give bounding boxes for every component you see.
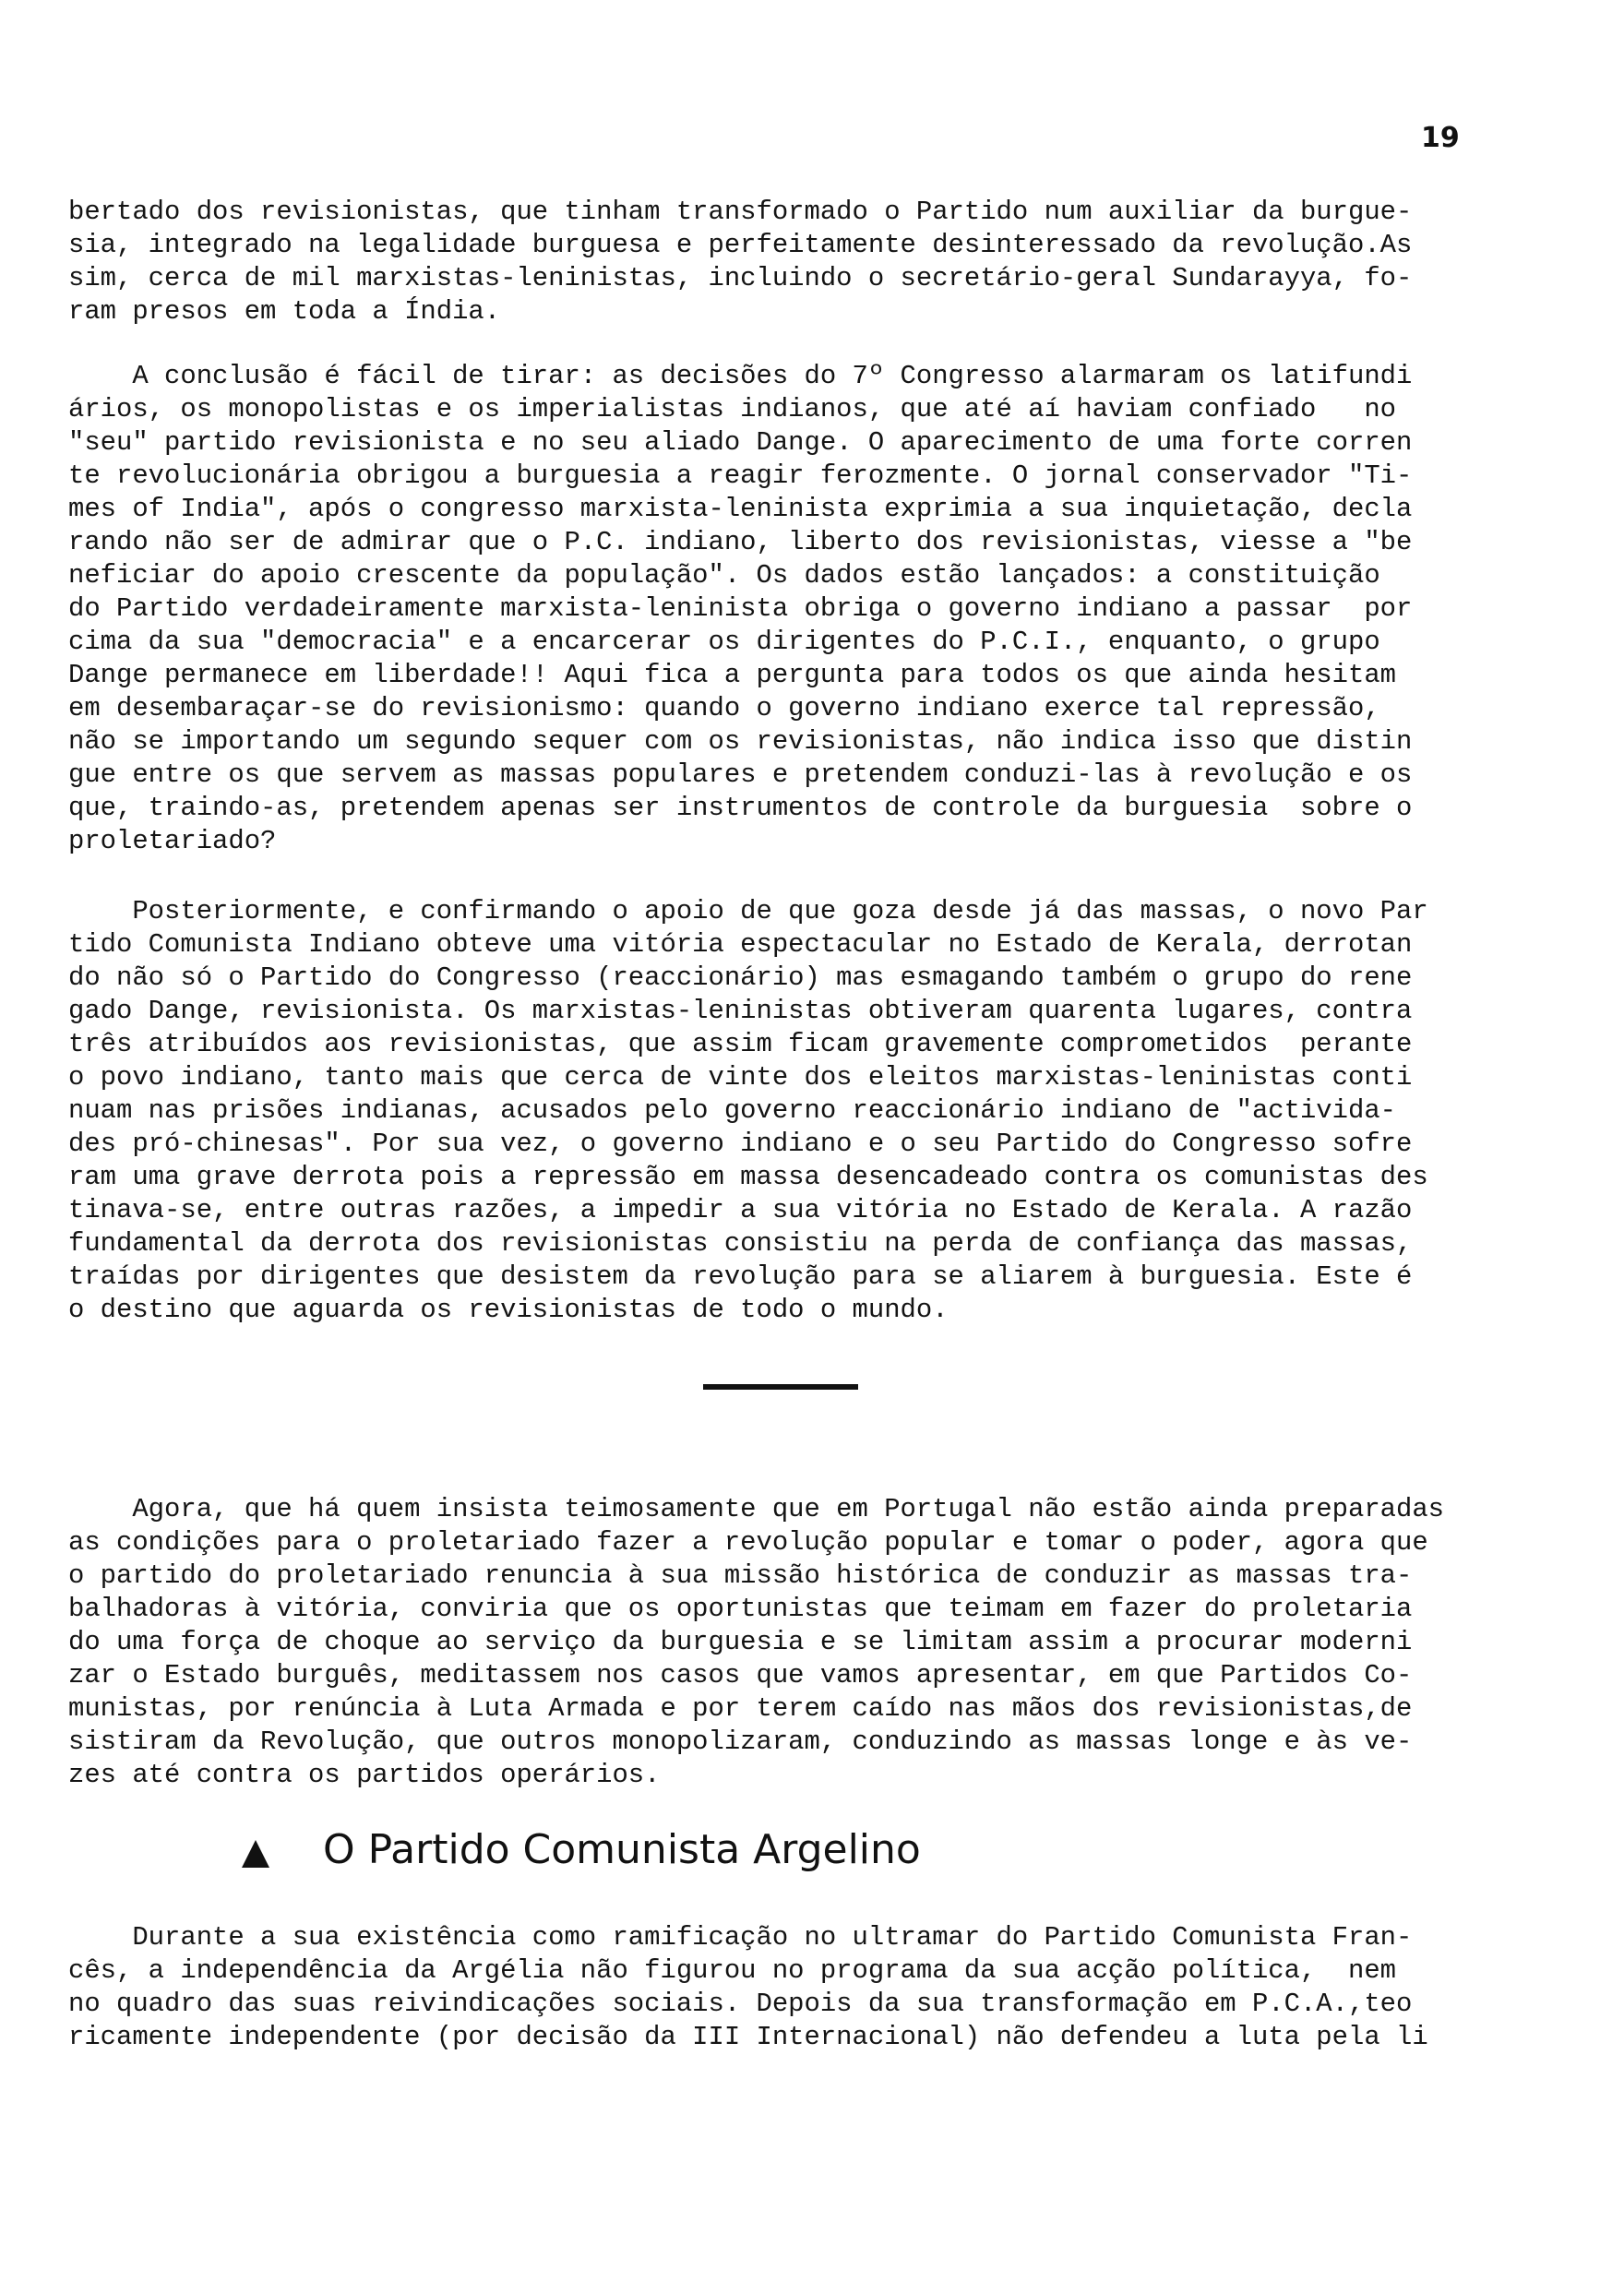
paragraph-kerala-victory: Posteriormente, e confirmando o apoio de que goza desde já das massas, o novo Par tido Comunista Indiano obteve uma vitória espectacular no Estado de Kerala, derrotan do não só o Partido do Congresso (reaccionário) mas esmagando também o grupo do rene gado Dange, revisionista. Os marxistas-leninistas obtiveram quarenta lugares, contra três atribuídos aos revisionistas, que assim ficam gravemente comprometidos perante o povo indiano, tanto mais que cerca de vinte dos eleitos marxistas-leninistas conti nuam nas prisões indianas, acusados pelo governo reaccionário indiano de "activida- des pró-chinesas". Por sua vez, o governo indiano e o seu Partido do Congresso sofre ram uma grave derrota pois a repressão em massa desencadeado contra os comunistas des tinava-se, entre outras razões, a impedir a sua vitória no Estado de Kerala. A razão fundamental da derrota dos revisionistas consistiu na perda de confiança das massas, traídas por dirigentes que desistem da revolução para se aliarem à burguesia. Este é o destino que aguarda os revisionistas de todo o mundo. xyxy=(68,896,1428,1325)
section-title: O Partido Comunista Argelino xyxy=(323,1826,921,1873)
section-heading xyxy=(242,1827,921,1873)
section-separator xyxy=(703,1384,858,1390)
triangle-bullet-icon xyxy=(242,1840,269,1868)
page-number: 19 xyxy=(1421,122,1460,154)
paragraph-algerian-party: Durante a sua existência como ramificação no ultramar do Partido Comunista Fran- cês, a independência da Argélia não figurou no programa da sua acção política, nem no quadro das suas reivindicações sociais. Depois da sua transformação em P.C.A.,teo ricamente independente (por decisão da III Internacional) não defendeu a luta pela li xyxy=(68,1922,1428,2052)
paragraph-congress-conclusion: A conclusão é fácil de tirar: as decisões do 7º Congresso alarmaram os latifundi ários, os monopolistas e os imperialistas indianos, que até aí haviam confiado no "seu" partido revisionista e no seu aliado Dange. O aparecimento de uma forte corren te revolucionária obrigou a burguesia a reagir ferozmente. O jornal conservador "Ti- mes of India", após o congresso marxista-leninista exprimia a sua inquietação, decla rando não ser de admirar que o P.C. indiano, liberto dos revisionistas, viesse a "be neficiar do apoio crescente da população". Os dados estão lançados: a constituição do Partido verdadeiramente marxista-leninista obriga o governo indiano a passar por cima da sua "democracia" e a encarcerar os dirigentes do P.C.I., enquanto, o grupo Dange permanece em liberdade!! Aqui fica a pergunta para todos os que ainda hesitam em desembaraçar-se do revisionismo: quando o governo indiano exerce tal repressão, não se importando um segundo sequer com os revisionistas, não indica isso que distin gue entre os que servem as massas populares e pretendem conduzi-las à revolução e os que, traindo-as, pretendem apenas ser instrumentos de controle da burguesia sobre o proletariado? xyxy=(68,361,1413,856)
paragraph-revisionists-arrests: bertado dos revisionistas, que tinham transformado o Partido num auxiliar da burgue- sia, integrado na legalidade burguesa e perfeitamente desinteressado da revolução.As sim, cerca de mil marxistas-leninistas, incluindo o secretário-geral Sundarayya, fo- ram presos em toda a Índia. xyxy=(68,197,1413,327)
paragraph-portugal-opportunists: Agora, que há quem insista teimosamente que em Portugal não estão ainda preparadas as condições para o proletariado fazer a revolução popular e tomar o poder, agora que o partido do proletariado renuncia à sua missão histórica de conduzir as massas tra- balhadoras à vitória, conviria que os oportunistas que teimam em fazer do proletaria do uma força de choque ao serviço da burguesia e se limitam assim a procurar moderni zar o Estado burguês, meditassem nos casos que vamos apresentar, em que Partidos Co- munistas, por renúncia à Luta Armada e por terem caído nas mãos dos revisionistas,de sistiram da Revolução, que outros monopolizaram, conduzindo as massas longe e às ve- zes até contra os partidos operários. xyxy=(68,1494,1444,1790)
